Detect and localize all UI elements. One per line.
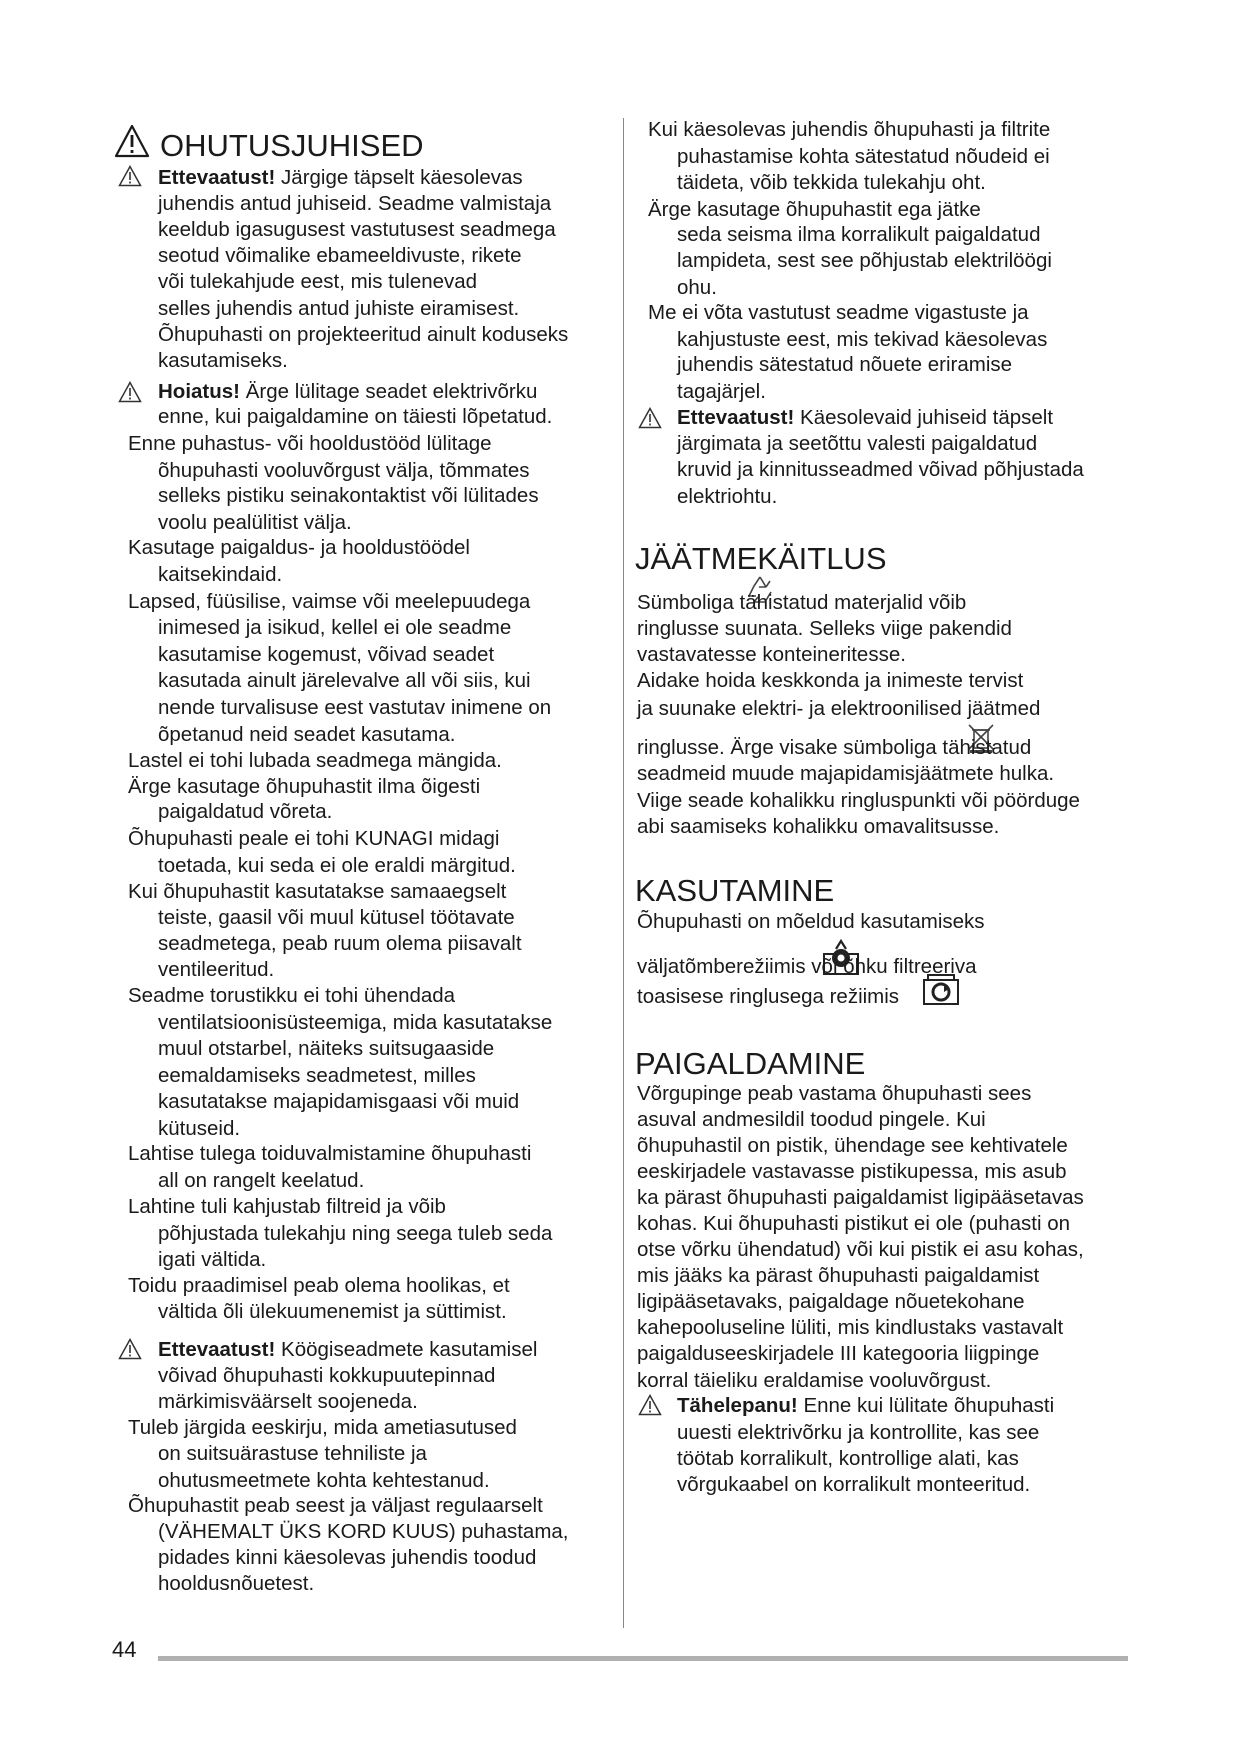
text-line: Tuleb järgida eeskirju, mida ametiasutused xyxy=(128,1416,517,1439)
text-line: Enne puhastus- või hooldustööd lülitage xyxy=(128,432,492,455)
text-line: eeskirjadele vastavasse pistikupessa, mis asub xyxy=(637,1160,1067,1183)
column-divider xyxy=(623,118,624,1628)
text-line: vältida õli ülekuumenemist ja süttimist. xyxy=(158,1300,507,1323)
text-line: inimesed ja isikud, kellel ei ole seadme xyxy=(158,616,512,639)
text-line: kohas. Kui õhupuhasti pistikut ei ole (puhasti on xyxy=(637,1212,1071,1235)
text-line: Õhupuhasti on mõeldud kasutamiseks xyxy=(637,910,985,933)
text-line: ligipääsetavaks, paigaldage nõuetekohane xyxy=(637,1290,1025,1313)
text-line: kaitsekindaid. xyxy=(158,563,283,586)
text-line: Aidake hoida keskkonda ja inimeste tervist xyxy=(637,669,1024,692)
text-line: kasutada ainult järelevalve all või siis, kui xyxy=(158,669,531,692)
text-line: toetada, kui seda ei ole eraldi märgitud. xyxy=(158,854,516,877)
text-line: selles juhendis antud juhiste eiramisest. xyxy=(158,297,520,320)
text-line: õhupuhasti vooluvõrgust välja, tõmmates xyxy=(158,459,530,482)
text-line: korral täieliku eraldamise vooluvõrgust. xyxy=(637,1369,992,1392)
text-line: töötab korralikult, kontrollige alati, kas xyxy=(677,1447,1019,1470)
text-line: (VÄHEMALT ÜKS KORD KUUS) puhastama, xyxy=(158,1520,569,1543)
text-line: seadmetega, peab ruum olema piisavalt xyxy=(158,932,522,955)
text-line: ringlusse suunata. Selleks viige pakendid xyxy=(637,617,1012,640)
warning-icon xyxy=(638,407,662,429)
text-line: Sümboliga tähistatud materjalid võib xyxy=(637,591,967,614)
warning-icon xyxy=(118,165,142,187)
text-line: lampideta, sest see põhjustab elektrilöögi xyxy=(677,249,1052,272)
text-line: põhjustada tulekahju ning seega tuleb seda xyxy=(158,1222,553,1245)
text-line: võrgukaabel on korralikult monteeritud. xyxy=(677,1473,1031,1496)
text-line: selleks pistiku seinakontaktist või lülitades xyxy=(158,484,539,507)
text-line: tagajärjel. xyxy=(677,380,766,403)
text-line: teiste, gaasil või muul kütusel töötavate xyxy=(158,906,515,929)
text-line: uuesti elektrivõrku ja kontrollite, kas see xyxy=(677,1421,1040,1444)
section-title-installation: PAIGALDAMINE xyxy=(635,1046,866,1081)
text-line: Kui õhupuhastit kasutatakse samaaegselt xyxy=(128,880,507,903)
text-line: Ettevaatust! Käesolevaid juhiseid täpselt xyxy=(677,406,1054,429)
text-line: seotud võimalike ebameeldivuste, rikete xyxy=(158,244,522,267)
text-line: Ettevaatust! Järgige täpselt käesolevas xyxy=(158,166,523,189)
text-line: paigaldatud võreta. xyxy=(158,800,333,823)
text-line: Ärge kasutage õhupuhastit ilma õigesti xyxy=(128,775,481,798)
text-line: Tähelepanu! Enne kui lülitate õhupuhasti xyxy=(677,1394,1055,1417)
text-line: Toidu praadimisel peab olema hoolikas, et xyxy=(128,1274,510,1297)
text-line: Lahtine tuli kahjustab filtreid ja võib xyxy=(128,1195,446,1218)
text-line: kruvid ja kinnitusseadmed võivad põhjustada xyxy=(677,458,1084,481)
text-line: Lahtise tulega toiduvalmistamine õhupuhasti xyxy=(128,1142,532,1165)
text-line: on suitsuärastuse tehniliste ja xyxy=(158,1442,427,1465)
text-line: seda seisma ilma korralikult paigaldatud xyxy=(677,223,1041,246)
text-line: õpetanud neid seadet kasutama. xyxy=(158,723,456,746)
text-line: kasutatakse majapidamisgaasi või muid xyxy=(158,1090,520,1113)
text-line: elektriohtu. xyxy=(677,485,778,508)
text-line: kütuseid. xyxy=(158,1117,241,1140)
warning-icon xyxy=(118,1338,142,1360)
text-line: kasutamiseks. xyxy=(158,349,288,372)
recirculation-mode-icon xyxy=(922,972,960,1010)
text-line: paigalduseeskirjadele III kategooria liigpinge xyxy=(637,1342,1040,1365)
text-line: ventileeritud. xyxy=(158,958,275,981)
text-line: pidades kinni käesolevas juhendis toodud xyxy=(158,1546,537,1569)
text-line: ventilatsioonisüsteemiga, mida kasutatakse xyxy=(158,1011,553,1034)
text-line: järgimata ja seetõttu valesti paigaldatud xyxy=(677,432,1038,455)
text-line: Lapsed, füüsilise, vaimse või meelepuudega xyxy=(128,590,531,613)
text-line: juhendis antud juhiseid. Seadme valmistaja xyxy=(158,192,552,215)
page-number: 44 xyxy=(112,1637,137,1662)
warning-icon xyxy=(114,124,150,158)
footer-rule xyxy=(158,1656,1128,1661)
text-line: voolu pealülitist välja. xyxy=(158,511,352,534)
text-line: toasisese ringlusega režiimis xyxy=(637,985,900,1008)
text-line: muul otstarbel, näiteks suitsugaaside xyxy=(158,1037,495,1060)
text-line: eemaldamiseks seadmetest, milles xyxy=(158,1064,476,1087)
text-line: Me ei võta vastutust seadme vigastuste ja xyxy=(648,301,1029,324)
text-line: Lastel ei tohi lubada seadmega mängida. xyxy=(128,749,502,772)
text-line: Ettevaatust! Köögiseadmete kasutamisel xyxy=(158,1338,538,1361)
text-line: juhendis sätestatud nõuete eriramise xyxy=(677,353,1013,376)
text-line: ja suunake elektri- ja elektroonilised jäätmed xyxy=(637,697,1041,720)
text-line: Õhupuhasti on projekteeritud ainult koduseks xyxy=(158,323,569,346)
text-line: võivad õhupuhasti kokkupuutepinnad xyxy=(158,1364,496,1387)
text-line: Õhupuhasti peale ei tohi KUNAGI midagi xyxy=(128,827,500,850)
text-line: ohutusmeetmete kohta kehtestanud. xyxy=(158,1469,490,1492)
text-line: asuval andmesildil toodud pingele. Kui xyxy=(637,1108,986,1131)
text-line: ka pärast õhupuhasti paigaldamist ligipääsetavas xyxy=(637,1186,1084,1209)
text-line: enne, kui paigaldamine on täiesti lõpetatud. xyxy=(158,405,553,428)
text-line: täideta, võib tekkida tulekahju oht. xyxy=(677,171,986,194)
text-line: abi saamiseks kohalikku omavalitsusse. xyxy=(637,815,1000,838)
text-line: vastavatesse konteineritesse. xyxy=(637,643,906,666)
text-line: Seadme torustikku ei tohi ühendada xyxy=(128,984,456,1007)
text-line: Kui käesolevas juhendis õhupuhasti ja filtrite xyxy=(648,118,1051,141)
text-line: kasutamise kogemust, võivad seadet xyxy=(158,643,495,666)
text-line: Kasutage paigaldus- ja hooldustöödel xyxy=(128,536,470,559)
text-line: nende turvalisuse eest vastutav inimene on xyxy=(158,696,552,719)
text-line: Õhupuhastit peab seest ja väljast regulaarselt xyxy=(128,1494,543,1517)
text-line: seadmeid muude majapidamisjäätmete hulka. xyxy=(637,762,1055,785)
text-line: ringlusse. Ärge visake sümboliga tähistatud xyxy=(637,736,1032,759)
text-line: või tulekahjude eest, mis tulenevad xyxy=(158,270,478,293)
warning-icon xyxy=(638,1394,662,1416)
text-line: ohu. xyxy=(677,276,717,299)
text-line: puhastamise kohta sätestatud nõudeid ei xyxy=(677,145,1050,168)
text-line: Ärge kasutage õhupuhastit ega jätke xyxy=(648,198,981,221)
text-line: väljatõmberežiimis või õhku filtreeriva xyxy=(637,955,977,978)
text-line: kahjustuste eest, mis tekivad käesolevas xyxy=(677,328,1048,351)
text-line: kahepooluseline lüliti, mis kindlustaks vastavalt xyxy=(637,1316,1064,1339)
text-line: igati vältida. xyxy=(158,1248,267,1271)
section-title-usage: KASUTAMINE xyxy=(635,873,835,908)
text-line: Viige seade kohalikku ringluspunkti või pöörduge xyxy=(637,789,1080,812)
text-line: otse võrku ühendatud) või kui pistik ei asu kohas, xyxy=(637,1238,1084,1261)
text-line: all on rangelt keelatud. xyxy=(158,1169,365,1192)
text-line: õhupuhastil on pistik, ühendage see kehtivatele xyxy=(637,1134,1068,1157)
text-line: hooldusnõuetest. xyxy=(158,1572,315,1595)
text-line: keeldub igasugusest vastutusest seadmega xyxy=(158,218,556,241)
section-title-disposal: JÄÄTMEKÄITLUS xyxy=(635,541,887,576)
text-line: märkimisväärselt soojeneda. xyxy=(158,1390,418,1413)
warning-icon xyxy=(118,381,142,403)
text-line: Võrgupinge peab vastama õhupuhasti sees xyxy=(637,1082,1032,1105)
text-line: mis jääks ka pärast õhupuhasti paigaldamist xyxy=(637,1264,1040,1287)
text-line: Hoiatus! Ärge lülitage seadet elektrivõrku xyxy=(158,380,538,403)
section-title-safety: OHUTUSJUHISED xyxy=(160,128,424,163)
